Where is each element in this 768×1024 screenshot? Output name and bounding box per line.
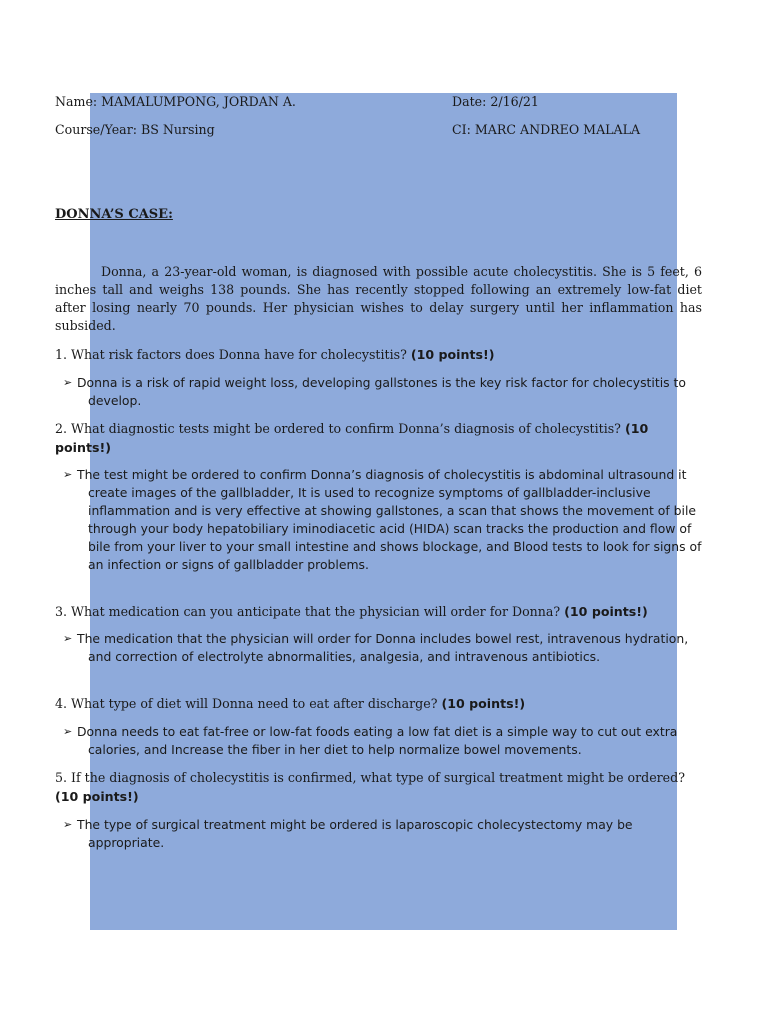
question-3-text: 3. What medication can you anticipate that the physician will order for Donna?	[55, 604, 561, 619]
question-4-text: 4. What type of diet will Donna need to eat after discharge?	[55, 696, 438, 711]
question-5-text: 5. If the diagnosis of cholecystitis is confirmed, what type of surgical treatment might be ordered?	[55, 770, 685, 785]
question-2	[55, 419, 702, 457]
question-2-points: (10 points!)	[55, 421, 649, 455]
answer-3-text: The medication that the physician will order for Donna includes bowel rest, intravenous hydration, and correction of electrolyte abnormalities, analgesia, and intravenous antibiotics.	[77, 631, 689, 664]
question-3-points: (10 points!)	[564, 604, 648, 619]
question-5	[55, 768, 702, 806]
question-5-points: (10 points!)	[55, 789, 139, 804]
question-1-points: (10 points!)	[410, 347, 495, 362]
question-4	[55, 694, 702, 713]
ci-line: CI: MARC ANDREO MALALA	[452, 122, 641, 137]
arrow-bullet-icon: ➢	[63, 376, 73, 389]
answer-1	[63, 374, 702, 410]
case-intro-paragraph: Donna, a 23-year-old woman, is diagnosed with possible acute cholecystitis. She is 5 feet, 6 inches tall and weighs 138 pounds. She has recently stopped following an extremely low-fat diet after losing nearly 70 pounds. Her physician wishes to delay surgery until her inflammation has subsided.	[55, 264, 702, 333]
question-1	[55, 345, 702, 364]
course-line: Course/Year: BS Nursing	[55, 122, 215, 137]
answer-5-text: The type of surgical treatment might be ordered is laparoscopic cholecystectomy may be appropriate.	[77, 817, 633, 850]
name-line: Name: MAMALUMPONG, JORDAN A.	[55, 94, 296, 109]
question-3	[55, 602, 702, 621]
date-line: Date: 2/16/21	[452, 94, 539, 109]
answer-4	[63, 723, 702, 759]
answer-3	[63, 630, 702, 666]
arrow-bullet-icon: ➢	[63, 632, 73, 645]
question-2-text: 2. What diagnostic tests might be ordered to confirm Donna’s diagnosis of cholecystitis?	[55, 421, 621, 436]
arrow-bullet-icon: ➢	[63, 818, 73, 831]
answer-1-text: Donna is a risk of rapid weight loss, developing gallstones is the key risk factor for cholecystitis to develop.	[77, 375, 686, 408]
question-4-points: (10 points!)	[441, 696, 526, 711]
case-heading: DONNA’S CASE:	[55, 207, 173, 222]
answer-2-text: The test might be ordered to confirm Donna’s diagnosis of cholecystitis is abdominal ultrasound it create images of the gallbladder, It is used to recognize symptoms of gallbladder-inclusive inflammation and is very effective at showing gallstones, a scan that shows the movement of bile through your body hepatobiliary iminodiacetic acid (HIDA) scan tracks the production and flow of bile from your liver to your small intestine and shows blockage, and Blood tests to look for signs of an infection or signs of gallbladder problems.	[77, 467, 702, 572]
arrow-bullet-icon: ➢	[63, 468, 73, 481]
arrow-bullet-icon: ➢	[63, 725, 73, 738]
answer-4-text: Donna needs to eat fat-free or low-fat foods eating a low fat diet is a simple way to cut out extra calories, and Increase the fiber in her diet to help normalize bowel movements.	[77, 724, 678, 757]
answer-5	[63, 816, 702, 852]
question-1-text: 1. What risk factors does Donna have for cholecystitis?	[55, 347, 407, 362]
answer-2	[63, 466, 702, 574]
